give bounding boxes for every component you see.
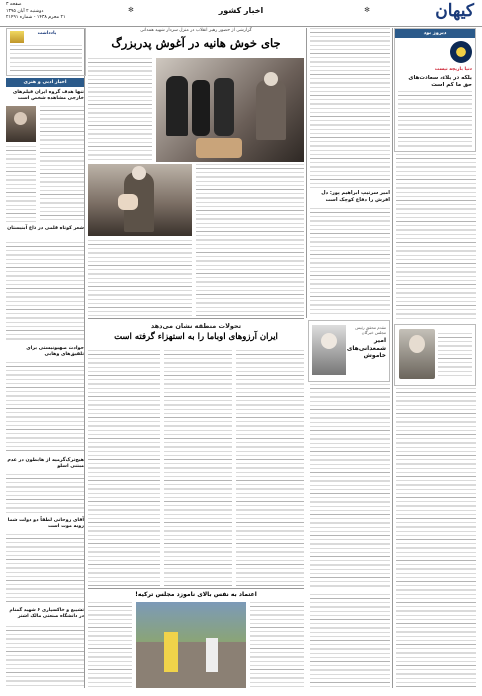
newspaper-logo: کیهان — [435, 1, 474, 21]
section-title: اخبار کشور — [218, 6, 264, 15]
horizontal-divider — [88, 318, 304, 319]
portrait-caption-text — [438, 333, 472, 377]
news-item-text — [6, 626, 84, 688]
column-divider — [306, 28, 307, 318]
box-text — [10, 45, 82, 71]
bottom-story-text — [250, 602, 304, 688]
bottom-story-text — [88, 602, 132, 688]
column-text — [310, 384, 390, 590]
right-box — [394, 28, 476, 152]
issue-number: ۲۱ محرم ۱۴۳۸ - شماره ۲۱۴۹۱ — [6, 15, 66, 20]
main-story-text — [88, 240, 192, 316]
column-divider — [392, 28, 393, 688]
column-text — [310, 208, 390, 316]
horizontal-divider — [88, 588, 304, 589]
masthead — [0, 0, 482, 27]
second-photo — [88, 164, 192, 236]
news-item-headline: شعر کوتاه قلمی در ذاع آبنیستان — [7, 226, 84, 231]
news-item-text — [6, 362, 84, 454]
main-kicker: گزارشی از حضور رهبر انقلاب در منزل سردار شهید همدانی — [140, 28, 252, 33]
ornament-icon: ✻ — [128, 6, 134, 14]
middle-story-text — [88, 350, 160, 586]
middle-kicker: تحولات منطقه نشان می‌دهد — [150, 322, 242, 330]
news-item-headline: تنها هدف گروه ایران فیلم‌های خارجی مشاهده شخص است — [12, 90, 84, 101]
left-box — [6, 28, 86, 76]
right-headline: بلکه در بلاء، سعادت‌های حق ما کم است — [408, 75, 472, 88]
news-item-text — [40, 106, 84, 222]
news-photo — [6, 106, 36, 142]
gift-icon — [10, 31, 24, 43]
page-number: صفحه ۳ — [6, 2, 22, 7]
column-text — [310, 28, 390, 188]
issue-info — [6, 2, 96, 22]
box-header: دیروز بود — [395, 29, 475, 38]
column-text — [396, 154, 476, 320]
main-photo — [156, 58, 304, 162]
body-text — [398, 91, 472, 147]
news-item-text — [6, 146, 36, 222]
middle-story-text — [236, 350, 304, 586]
middle-headline: ایران آرزوهای اوباما را به استهزاء گرفته است — [114, 332, 278, 342]
portrait-caption: مقدم محقق رئیس مجلس خبرگان — [355, 325, 386, 335]
portrait-box — [394, 324, 476, 386]
portrait-photo — [399, 329, 435, 379]
middle-story-text — [164, 350, 232, 586]
column-text — [396, 388, 476, 688]
bottom-photo — [136, 602, 246, 688]
news-item-text — [6, 242, 84, 342]
news-header: اخبار ادبی و هنری — [6, 78, 84, 87]
subhead: دنیا بازیچه نیست — [434, 67, 472, 72]
news-item-headline: آقای روحانی لطفاً دو دولت شما روبه موت است — [7, 518, 84, 529]
news-item-headline: تشییع و خاکسپاری ۶ شهید گمنام در دانشگاه صنعتی مالک اشتر — [9, 608, 84, 619]
main-story-text — [88, 58, 152, 162]
news-item-text — [6, 534, 84, 604]
col2-headline: امیر سرتیپ ابراهیم پور: دل افرش را دفاع کوچک است — [321, 190, 390, 203]
main-story-text — [196, 164, 304, 316]
news-item-text — [6, 474, 84, 514]
bottom-headline: اعتماد به نفس بالای ناموزد مجلس ترکیه! — [135, 591, 257, 598]
portrait-box-2 — [308, 320, 390, 382]
main-headline: جای خوش هانیه در آغوش پدربزرگ — [111, 36, 281, 50]
ornament-icon: ✻ — [364, 6, 370, 14]
box-header: یادداشت — [37, 31, 57, 36]
column-divider — [84, 28, 85, 688]
portrait-name: امیر شمعدانی‌های خاموش — [346, 337, 386, 359]
column-text — [310, 594, 390, 688]
news-item-headline: حوادث صهیونیستی برای تلفیق‌های وهابی — [26, 346, 84, 357]
news-item-headline: هیچ‌ترک‌گرمیه از هابطون در عدم مبتنی اسلو — [7, 458, 84, 469]
portrait-photo — [312, 325, 346, 375]
issue-date: دوشنبه ۲ آبان ۱۳۹۵ — [6, 8, 44, 14]
sun-logo-icon — [450, 41, 472, 63]
